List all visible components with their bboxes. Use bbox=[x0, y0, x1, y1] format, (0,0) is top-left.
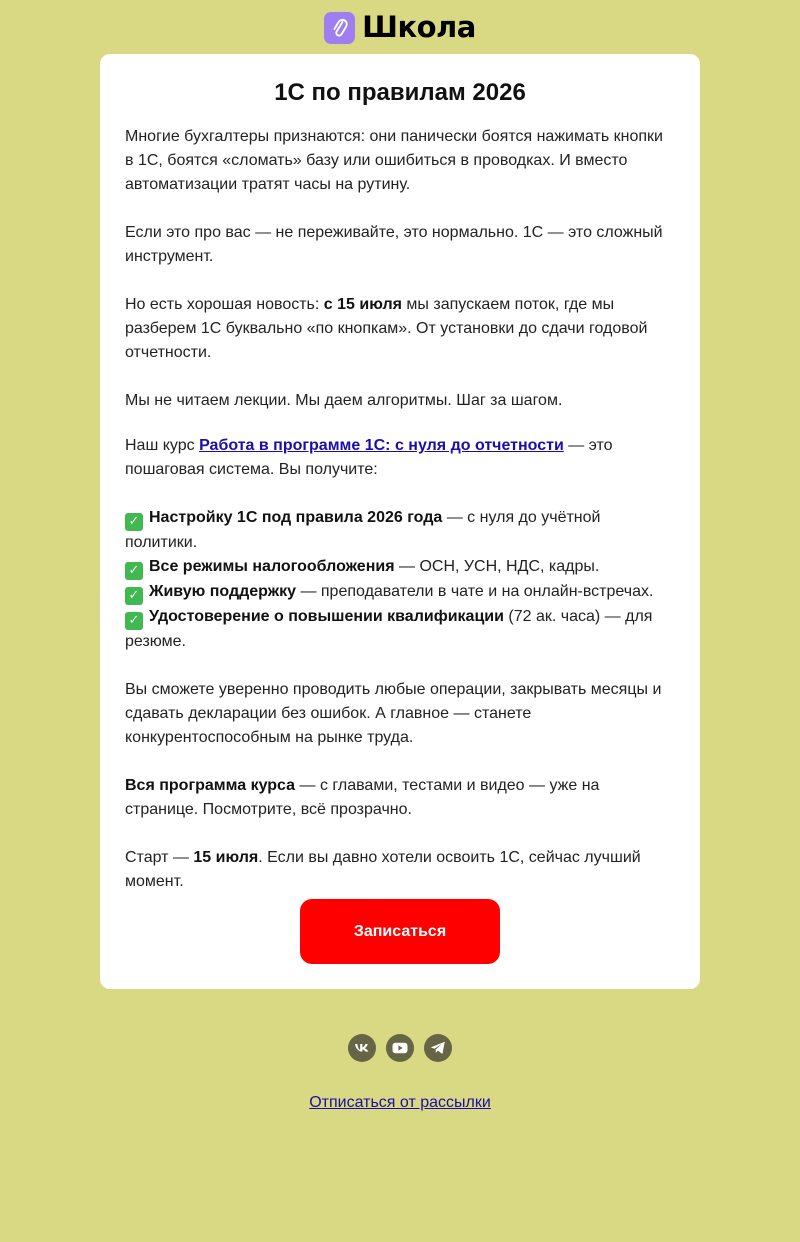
course-link[interactable]: Работа в программе 1С: с нуля до отчетности bbox=[199, 437, 564, 454]
course-paragraph: Наш курс Работа в программе 1С: с нуля до отчетности — это пошаговая система. Вы получите: bbox=[125, 437, 613, 478]
brand-name: Школа bbox=[362, 10, 476, 44]
benefits-list bbox=[125, 506, 675, 654]
signup-button[interactable]: Записаться bbox=[300, 899, 500, 964]
email-header bbox=[0, 0, 800, 54]
start-date-highlight: с 15 июля bbox=[323, 296, 402, 313]
cta-container bbox=[125, 899, 675, 964]
paperclip-icon bbox=[324, 12, 355, 44]
check-mark-icon: ✓ bbox=[125, 513, 143, 531]
youtube-icon[interactable] bbox=[386, 1034, 414, 1062]
vk-icon[interactable] bbox=[348, 1034, 376, 1062]
method-paragraph: Мы не читаем лекции. Мы даем алгоритмы. Шаг за шагом. bbox=[125, 392, 563, 409]
start-paragraph: Старт — 15 июля. Если вы давно хотели освоить 1С, сейчас лучший момент. bbox=[125, 849, 641, 890]
check-mark-icon: ✓ bbox=[125, 587, 143, 605]
list-item: ✓ Живую поддержку — преподаватели в чате и на онлайн-встречах. bbox=[125, 580, 675, 605]
reassurance-paragraph: Если это про вас — не переживайте, это нормально. 1С — это сложный инструмент. bbox=[125, 224, 663, 265]
program-paragraph: Вся программа курса — с главами, тестами и видео — уже на странице. Посмотрите, всё прозрачно. bbox=[125, 777, 600, 818]
list-item: ✓ Настройку 1С под правила 2026 года — с нуля до учётной политики. bbox=[125, 509, 601, 551]
news-paragraph: Но есть хорошая новость: с 15 июля мы запускаем поток, где мы разберем 1С буквально «по кнопкам». От установки до сдачи годовой отчетности. bbox=[125, 296, 648, 361]
list-item: ✓ Все режимы налогообложения — ОСН, УСН, НДС, кадры. bbox=[125, 555, 675, 580]
brand-logo[interactable] bbox=[324, 12, 476, 44]
intro-paragraph: Многие бухгалтеры признаются: они панически боятся нажимать кнопки в 1С, боятся «сломать» базу или ошибиться в проводках. И вместо автоматизации тратят часы на рутину. bbox=[125, 128, 663, 193]
email-title: 1С по правилам 2026 bbox=[274, 79, 526, 106]
list-item: ✓ Удостоверение о повышении квалификации (72 ак. часа) — для резюме. bbox=[125, 608, 653, 650]
check-mark-icon: ✓ bbox=[125, 612, 143, 630]
check-mark-icon: ✓ bbox=[125, 562, 143, 580]
unsubscribe-link[interactable]: Отписаться от рассылки bbox=[309, 1094, 491, 1111]
outcome-paragraph: Вы сможете уверенно проводить любые операции, закрывать месяцы и сдавать декларации без ошибок. А главное — станете конкурентоспособным на рынке труда. bbox=[125, 681, 662, 746]
telegram-icon[interactable] bbox=[424, 1034, 452, 1062]
social-links bbox=[0, 1034, 800, 1062]
email-card bbox=[100, 54, 700, 989]
unsubscribe-section bbox=[0, 1094, 800, 1112]
